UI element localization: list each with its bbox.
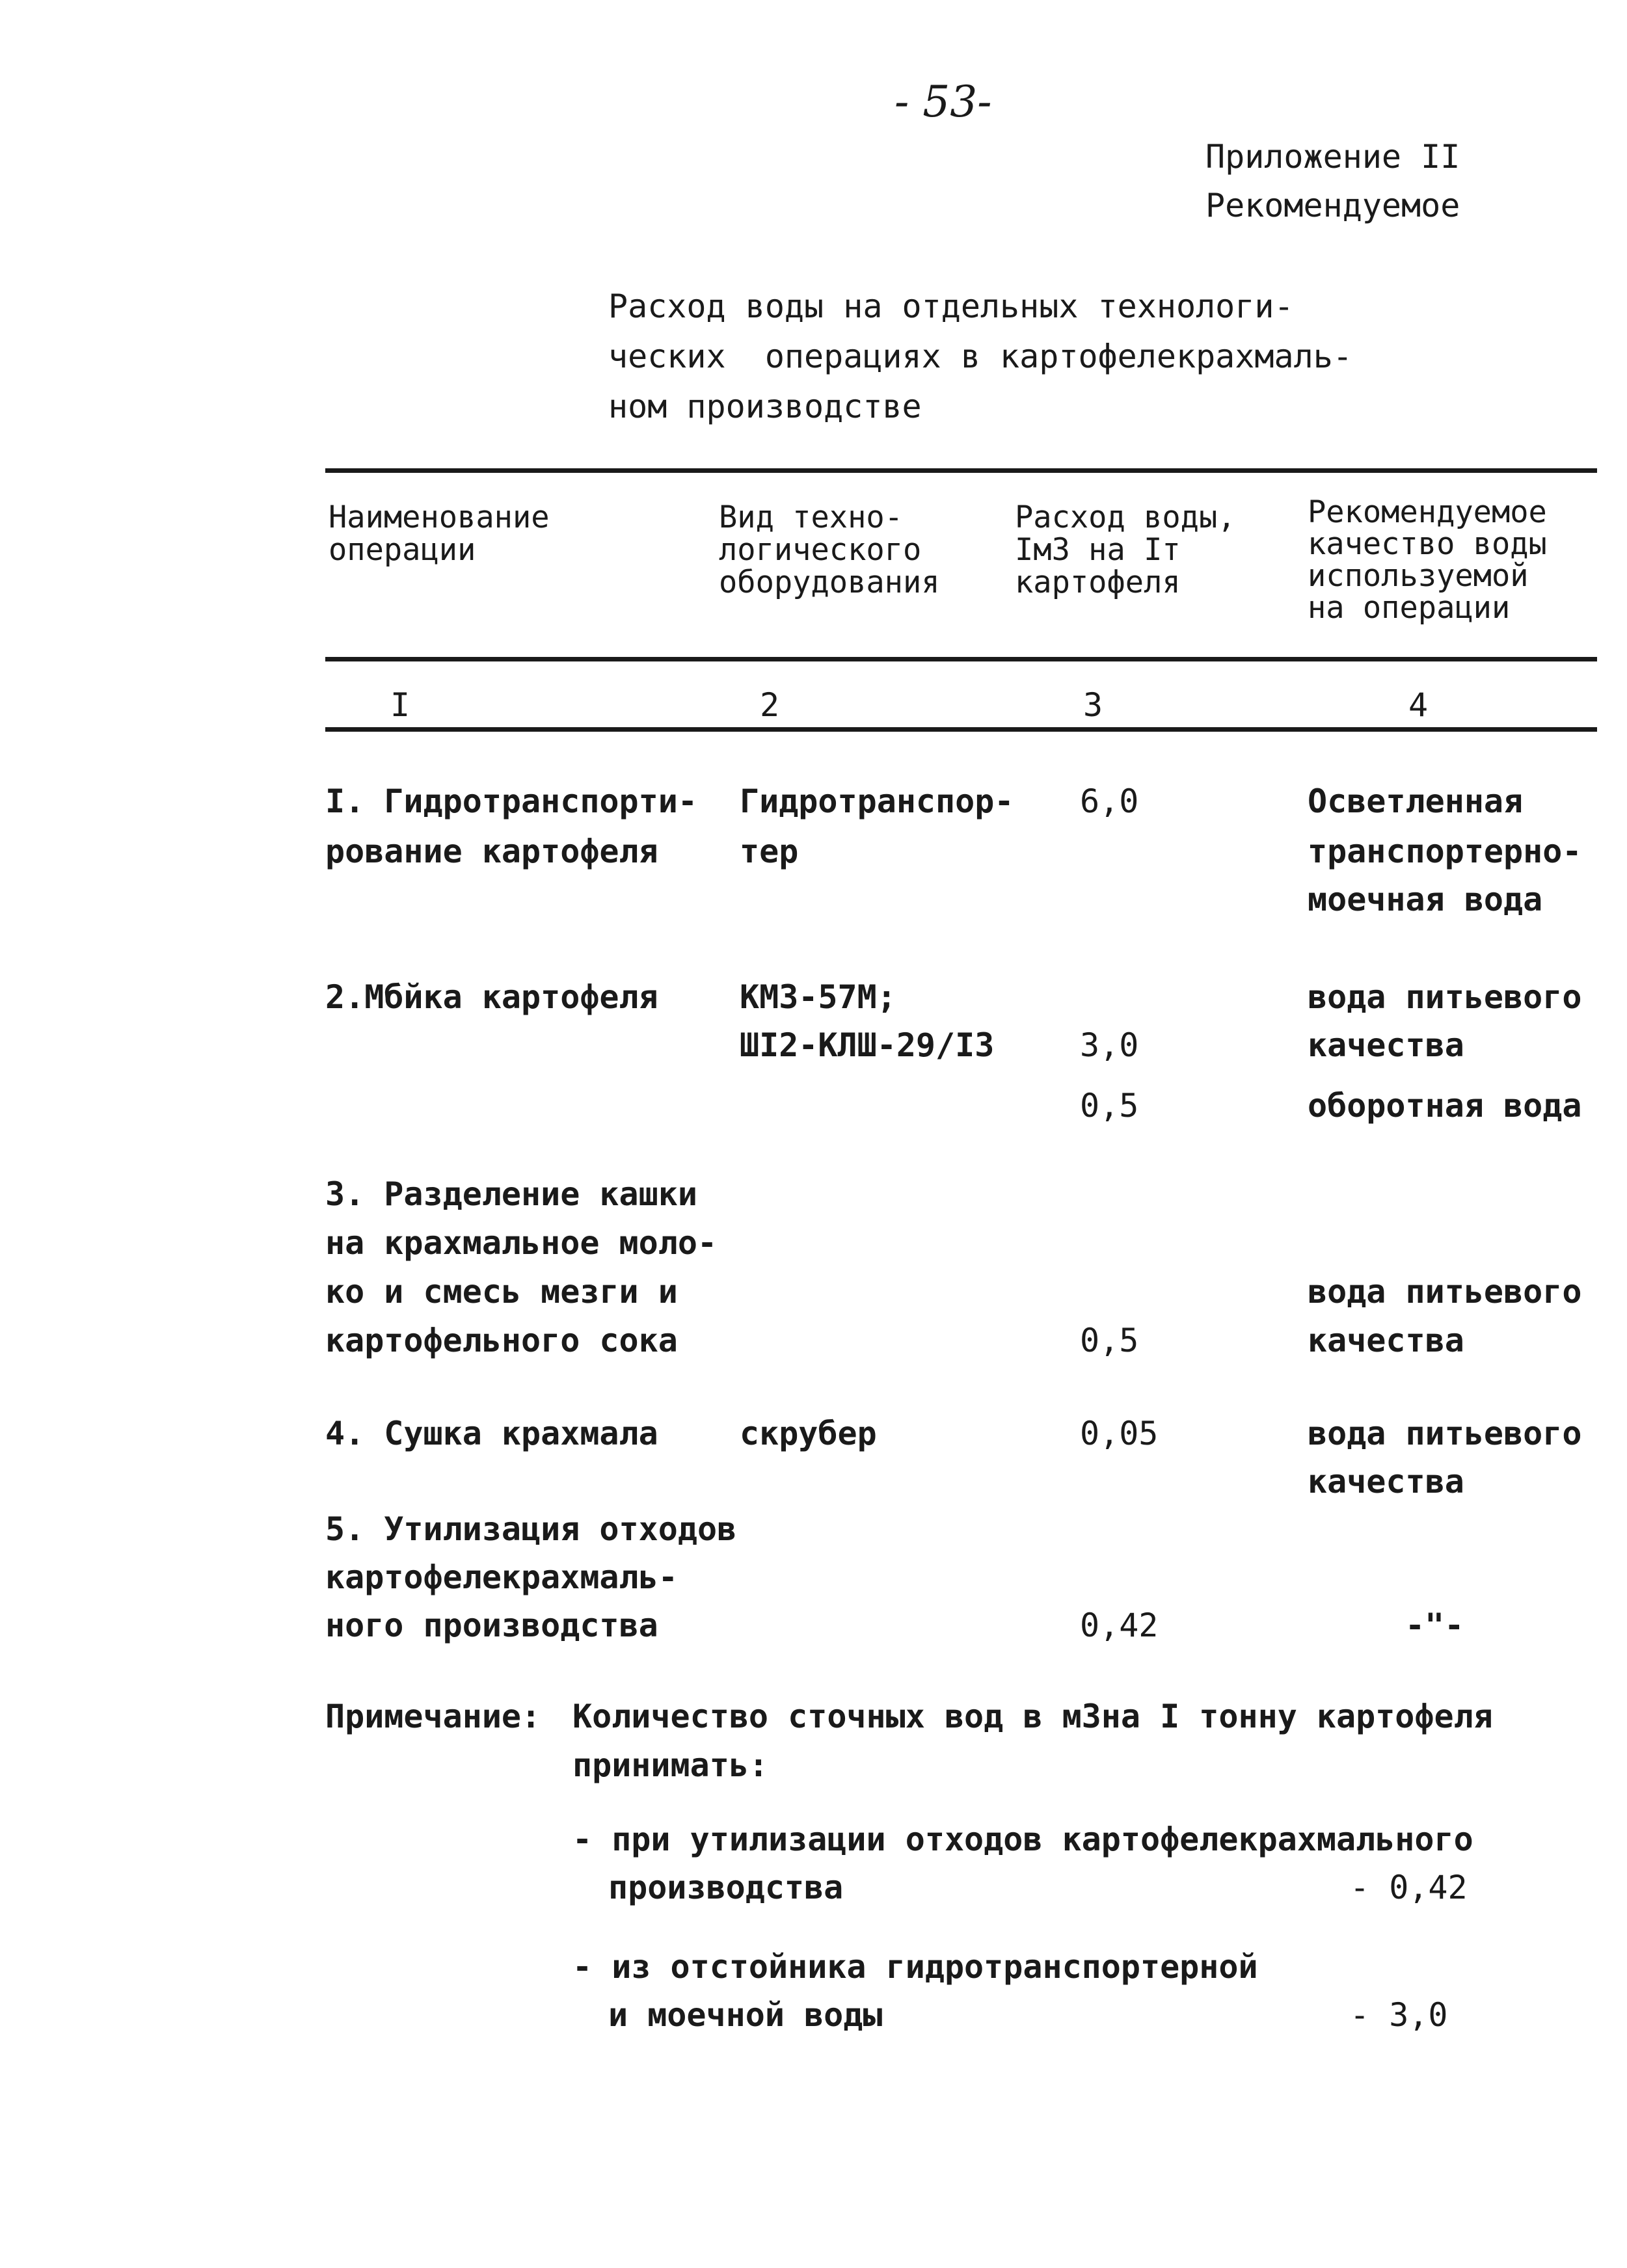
header-line: картофеля [1015, 565, 1181, 600]
header-line: используемой [1308, 558, 1529, 594]
quality-cell: Осветленная [1308, 782, 1524, 820]
equipment-cell: ШІ2-КЛШ-29/I3 [740, 1026, 995, 1064]
consumption-cell: 0,5 [1080, 1322, 1139, 1359]
consumption-cell: 0,42 [1080, 1607, 1159, 1644]
column-number: I [390, 686, 410, 724]
quality-cell: качества [1308, 1322, 1464, 1359]
column-number: 4 [1408, 686, 1429, 724]
equipment-cell: скрубер [740, 1415, 877, 1452]
header-line: Вид техно- [719, 500, 903, 535]
consumption-cell: 0,05 [1080, 1415, 1159, 1452]
header-line: Наименование [329, 500, 550, 535]
consumption-cell: 6,0 [1080, 782, 1139, 820]
table-top-rule [325, 468, 1597, 473]
operation-cell: 5. Утилизация отходов [325, 1510, 737, 1548]
note-item-line: - из отстойника гидротранспортерной [572, 1948, 1258, 1986]
note-item-line: и моечной воды [608, 1996, 883, 2034]
quality-cell: моечная вода [1308, 881, 1543, 918]
consumption-cell: 0,5 [1080, 1087, 1139, 1125]
equipment-cell: тер [740, 833, 799, 870]
note-item-line: - при утилизации отходов картофелекрахмального [572, 1821, 1473, 1858]
appendix-status: Рекомендуемое [1205, 187, 1460, 224]
quality-cell: вода питьевого [1308, 1273, 1582, 1311]
title-line: ном производстве [608, 388, 922, 425]
title-line: ческих операциях в картофелекрахмаль- [608, 338, 1352, 375]
operation-cell: картофелекрахмаль- [325, 1558, 678, 1596]
header-line: операции [329, 532, 476, 568]
note-text: принимать: [572, 1746, 769, 1784]
column-number-rule [325, 727, 1597, 732]
quality-cell: качества [1308, 1026, 1464, 1064]
header-line: логического [719, 532, 922, 568]
operation-cell: 3. Разделение кашки [325, 1175, 697, 1213]
note-item-line: производства [608, 1869, 844, 1906]
appendix-label: Приложение II [1205, 138, 1460, 176]
header-line: Рекомендуемое [1308, 494, 1547, 530]
quality-cell: вода питьевого [1308, 978, 1582, 1016]
operation-cell: 4. Сушка крахмала [325, 1415, 658, 1452]
operation-cell: ного производства [325, 1607, 658, 1644]
operation-cell: I. Гидротранспорти- [325, 782, 697, 820]
note-item-value: - 3,0 [1350, 1996, 1448, 2034]
quality-cell: оборотная вода [1308, 1087, 1582, 1125]
note-item-value: - 0,42 [1350, 1869, 1468, 1906]
note-label: Примечание: [325, 1698, 541, 1735]
header-line: на операции [1308, 590, 1511, 626]
header-bottom-rule [325, 657, 1597, 661]
header-line: оборудования [719, 565, 940, 600]
header-line: Расход воды, [1015, 500, 1236, 535]
quality-cell: -"- [1405, 1607, 1464, 1644]
page-number: - 53- [894, 77, 992, 127]
quality-cell: качества [1308, 1463, 1464, 1501]
operation-cell: 2.Мбйка картофеля [325, 978, 658, 1016]
header-line: качество воды [1308, 526, 1547, 562]
operation-cell: рование картофеля [325, 833, 658, 870]
equipment-cell: КМЗ-57М; [740, 978, 896, 1016]
operation-cell: картофельного сока [325, 1322, 678, 1359]
consumption-cell: 3,0 [1080, 1026, 1139, 1064]
equipment-cell: Гидротранспор- [740, 782, 1014, 820]
title-line: Расход воды на отдельных технологи- [608, 287, 1294, 325]
operation-cell: ко и смесь мезги и [325, 1273, 678, 1311]
note-text: Количество сточных вод в м3на I тонну картофеля [572, 1698, 1493, 1735]
quality-cell: транспортерно- [1308, 833, 1582, 870]
column-number: 3 [1083, 686, 1103, 724]
operation-cell: на крахмальное моло- [325, 1224, 718, 1262]
header-line: Iм3 на Iт [1015, 532, 1181, 568]
column-number: 2 [760, 686, 780, 724]
quality-cell: вода питьевого [1308, 1415, 1582, 1452]
